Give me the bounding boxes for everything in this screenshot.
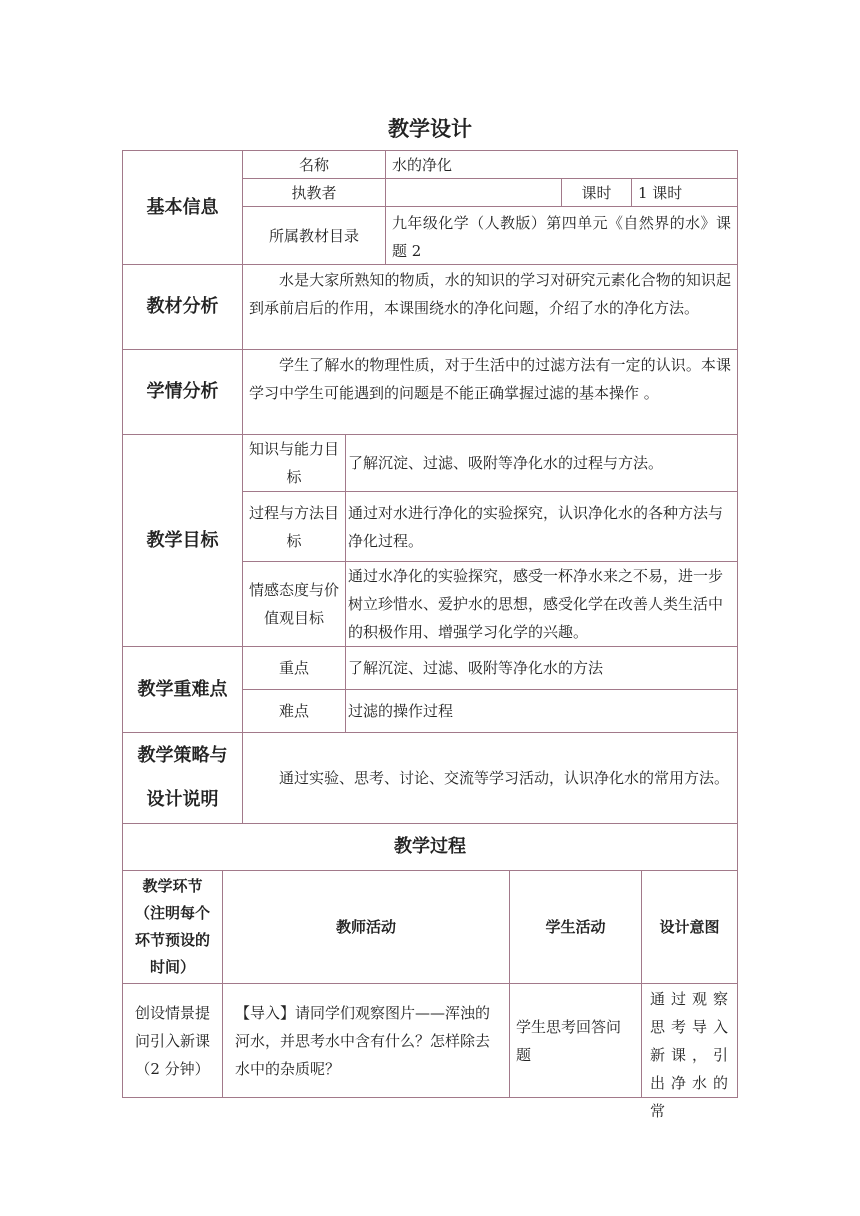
row-stage: 创设情景提问引入新课（2 分钟） <box>122 983 223 1098</box>
catalog-value: 九年级化学（人教版）第四单元《自然界的水》课题 2 <box>385 206 738 265</box>
strategy-header: 教学策略与设计说明 <box>122 732 243 824</box>
goal-label-process: 过程与方法目标 <box>242 491 346 562</box>
name-label: 名称 <box>242 150 386 179</box>
goals-header: 教学目标 <box>122 434 243 647</box>
page-title: 教学设计 <box>388 117 472 141</box>
material-text: 水是大家所熟知的物质，水的知识的学习对研究元素化合物的知识起到承前启后的作用，本课围绕水的净化问题，介绍了水的净化方法。 <box>242 264 738 350</box>
col-teacher: 教师活动 <box>222 870 510 984</box>
learner-header: 学情分析 <box>122 349 243 435</box>
process-header: 教学过程 <box>122 823 738 871</box>
col-intent: 设计意图 <box>641 870 738 984</box>
key-label: 重点 <box>242 646 346 690</box>
goal-text-process: 通过对水进行净化的实验探究，认识净化水的各种方法与净化过程。 <box>345 491 738 562</box>
goal-text-attitude: 通过水净化的实验探究，感受一杯净水来之不易，进一步树立珍惜水、爱护水的思想，感受化学在改善人类生活中的积极作用、增强学习化学的兴趣。 <box>345 561 738 647</box>
hours-label: 课时 <box>561 178 632 207</box>
strategy-text: 通过实验、思考、讨论、交流等学习活动，认识净化水的常用方法。 <box>242 732 738 824</box>
basic-info-header: 基本信息 <box>122 150 243 265</box>
row-student: 学生思考回答问题 <box>509 983 642 1098</box>
col-stage: 教学环节（注明每个环节预设的时间） <box>122 870 223 984</box>
hours-value: 1 课时 <box>631 178 738 207</box>
col-student: 学生活动 <box>509 870 642 984</box>
name-value: 水的净化 <box>385 150 738 179</box>
teacher-label: 执教者 <box>242 178 386 207</box>
key-text: 了解沉淀、过滤、吸附等净化水的方法 <box>345 646 738 690</box>
goal-label-attitude: 情感态度与价值观目标 <box>242 561 346 647</box>
hard-text: 过滤的操作过程 <box>345 689 738 733</box>
keypoints-header: 教学重难点 <box>122 646 243 733</box>
goal-label-knowledge: 知识与能力目标 <box>242 434 346 492</box>
row-teacher: 【导入】请同学们观察图片——浑浊的河水，并思考水中含有什么？怎样除去水中的杂质呢？ <box>222 983 510 1098</box>
hard-label: 难点 <box>242 689 346 733</box>
catalog-label: 所属教材目录 <box>242 206 386 265</box>
goal-text-knowledge: 了解沉淀、过滤、吸附等净化水的过程与方法。 <box>345 434 738 492</box>
teacher-value <box>385 178 562 207</box>
material-header: 教材分析 <box>122 264 243 350</box>
row-intent: 通过观察思考导入新课，引出净水的常 <box>641 983 738 1098</box>
learner-text: 学生了解水的物理性质，对于生活中的过滤方法有一定的认识。本课学习中学生可能遇到的问题是不能正确掌握过滤的基本操作 。 <box>242 349 738 435</box>
